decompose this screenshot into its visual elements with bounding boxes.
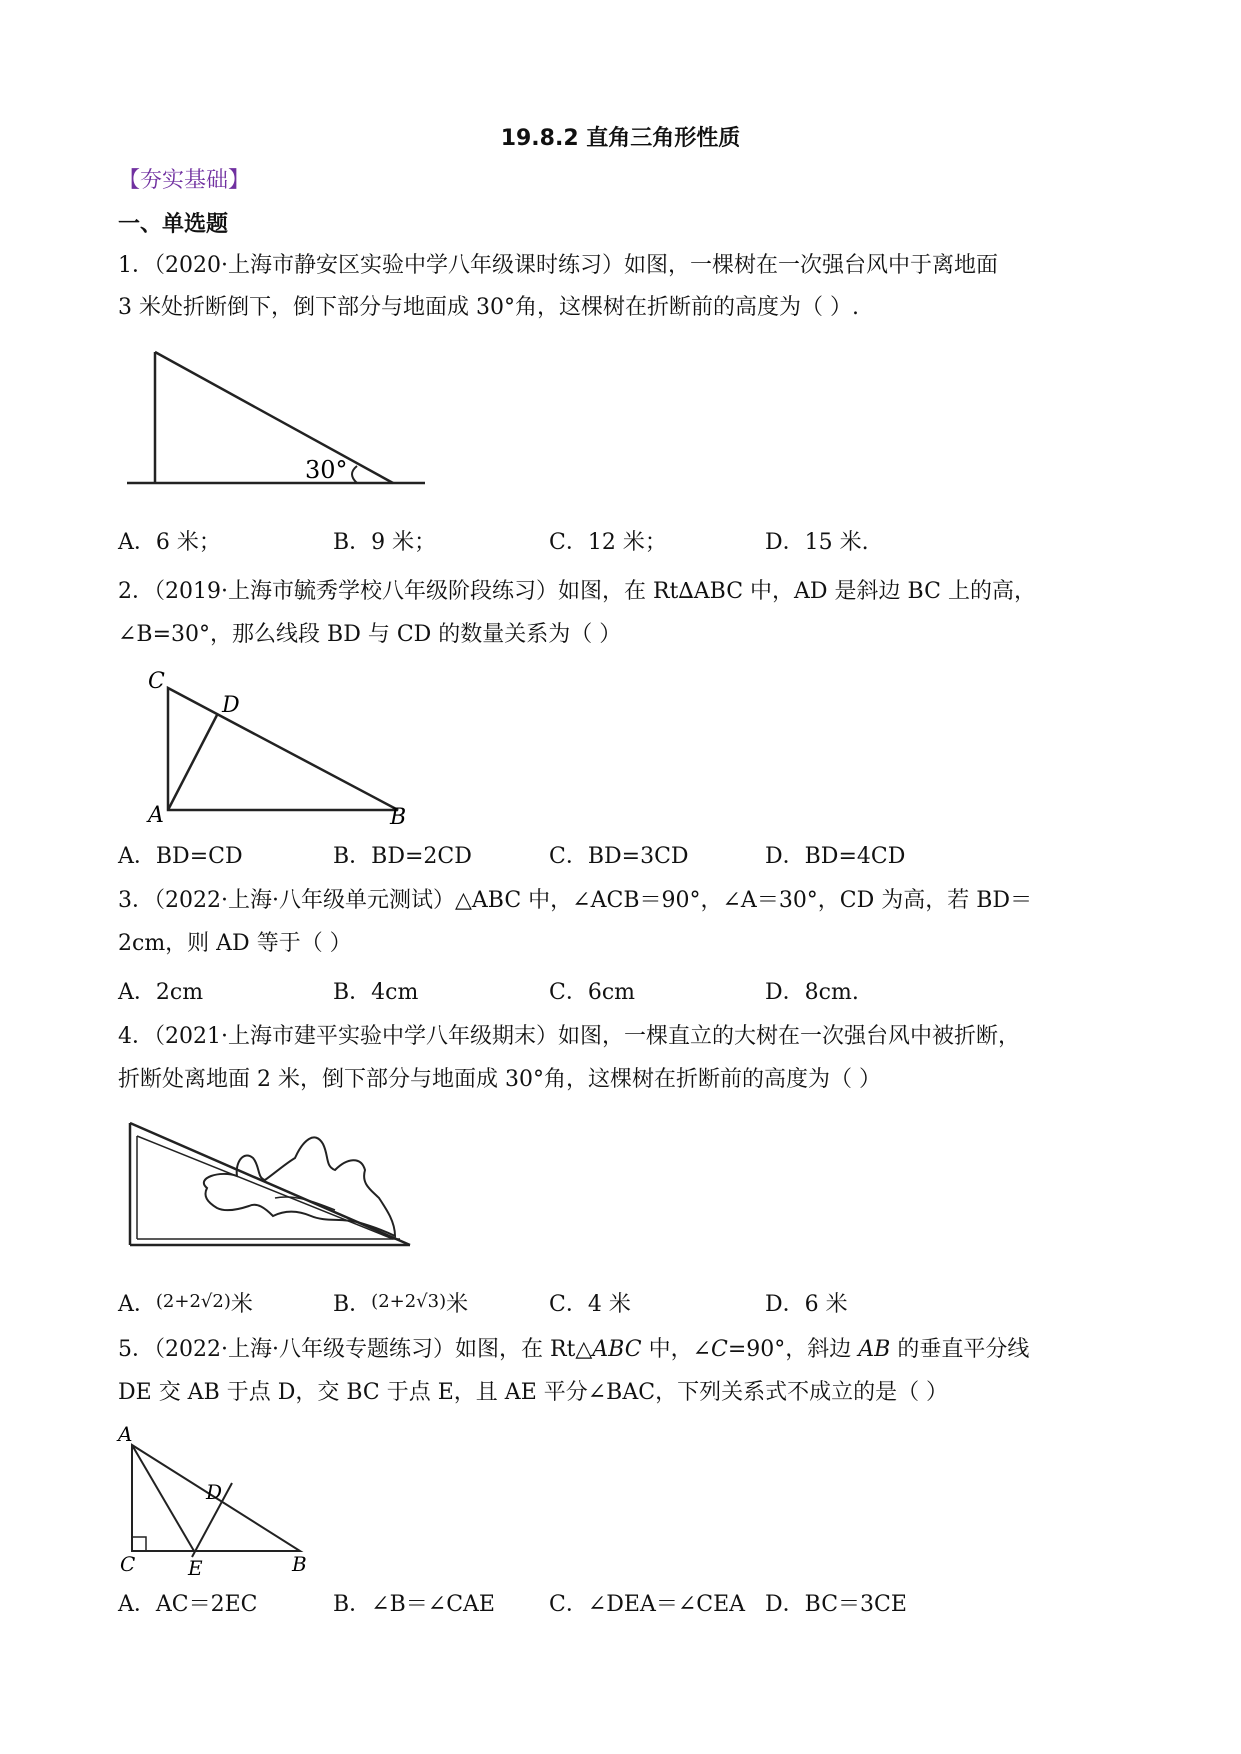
q4-tree-crown <box>204 1137 395 1236</box>
q5-segment-ae <box>132 1445 194 1551</box>
q5-option-b: B．∠B＝∠CAE <box>333 1592 495 1617</box>
q4-option-a <box>118 1290 253 1321</box>
q4-option-c-expr: 4 米 <box>587 1292 631 1317</box>
q1-angle-arc <box>352 466 357 483</box>
q5-line1-part-e: =90°，斜边 <box>727 1337 859 1362</box>
q2-label-c: C <box>148 669 165 694</box>
q5-label-c: C <box>120 1552 136 1576</box>
q1-angle-label: 30° <box>305 456 348 484</box>
q4-option-c <box>549 1290 631 1320</box>
q1-figure <box>125 348 435 493</box>
page-title: 19.8.2 直角三角形性质 <box>500 126 741 151</box>
q2-altitude-ad <box>168 715 217 810</box>
q2-text-line-2: ∠B=30°，那么线段 BD 与 CD 的数量关系为（ ） <box>118 622 622 647</box>
q3-text-line-1: 3．（2022·上海·八年级单元测试）△ABC 中，∠ACB＝90°，∠A＝30°，CD 为高，若 BD＝ <box>118 888 1033 913</box>
q5-line1-part-g: 的垂直平分线 <box>890 1337 1030 1362</box>
q4-option-d-letter: D． <box>765 1292 805 1317</box>
q5-option-d: D．BC＝3CE <box>765 1592 907 1617</box>
q3-option-a: A．2cm <box>118 980 204 1005</box>
q1-text-line-2: 3 米处折断倒下，倒下部分与地面成 30°角，这棵树在折断前的高度为（ ）. <box>118 295 859 320</box>
q5-line1-part-f: AB <box>858 1337 891 1362</box>
q4-option-a-letter: A． <box>118 1292 156 1317</box>
q5-line1-part-d: C <box>711 1337 728 1362</box>
q2-label-a: A <box>148 803 164 828</box>
q4-option-d-expr: 6 米 <box>804 1292 848 1317</box>
q3-option-c: C．6cm <box>549 980 636 1005</box>
q5-option-c: C．∠DEA＝∠CEA <box>549 1592 746 1617</box>
q4-option-d <box>765 1290 848 1320</box>
q4-option-b-unit: 米 <box>446 1292 469 1317</box>
q1-text-line-1: 1．（2020·上海市静安区实验中学八年级课时练习）如图，一棵树在一次强台风中于离地面 <box>118 253 998 278</box>
q5-line1-part-a: 5．（2022·上海·八年级专题练习）如图，在 Rt△ <box>118 1337 593 1362</box>
q4-figure <box>125 1118 425 1253</box>
q5-right-angle-mark <box>132 1537 146 1551</box>
q2-text-line-1: 2．（2019·上海市毓秀学校八年级阶段练习）如图，在 Rt∆ABC 中，AD 是斜边 BC 上的高， <box>118 579 1036 604</box>
q1-option-d: D．15 米. <box>765 530 869 555</box>
q4-option-b <box>333 1290 468 1321</box>
q4-fallen-outer <box>130 1123 410 1245</box>
q5-line1-part-c: 中，∠ <box>641 1337 712 1362</box>
q5-text-line-1 <box>118 1335 1029 1365</box>
q4-option-b-letter: B． <box>333 1292 372 1317</box>
q3-option-b: B．4cm <box>333 980 419 1005</box>
q2-option-c: C．BD=3CD <box>549 844 689 869</box>
q4-option-a-unit: 米 <box>230 1292 253 1317</box>
q1-option-c: C．12 米； <box>549 530 667 555</box>
q4-option-b-expr: (2+2√3) <box>371 1291 447 1312</box>
q5-label-e: E <box>188 1556 203 1580</box>
q2-figure <box>140 668 420 828</box>
q5-figure <box>112 1422 322 1580</box>
q2-triangle <box>168 688 398 810</box>
q1-option-a: A．6 米； <box>118 530 221 555</box>
q4-option-c-letter: C． <box>549 1292 588 1317</box>
q1-option-b: B．9 米； <box>333 530 437 555</box>
q5-option-a: A．AC＝2EC <box>118 1592 258 1617</box>
q5-line1-part-b: ABC <box>592 1337 642 1362</box>
q3-text-line-2: 2cm，则 AD 等于（ ） <box>118 931 352 956</box>
q3-option-d: D．8cm. <box>765 980 859 1005</box>
q5-label-d: D <box>206 1480 223 1504</box>
q4-option-a-expr: (2+2√2) <box>155 1291 231 1312</box>
q2-option-a: A．BD=CD <box>118 844 243 869</box>
part-heading: 一、单选题 <box>118 212 229 237</box>
q1-fallen-part <box>155 352 393 483</box>
q2-label-b: B <box>390 805 407 830</box>
q5-text-line-2: DE 交 AB 于点 D，交 BC 于点 E，且 AE 平分∠BAC，下列关系式不成立的是（ ） <box>118 1380 949 1405</box>
q2-option-d: D．BD=4CD <box>765 844 906 869</box>
q2-label-d: D <box>222 693 240 718</box>
q5-label-b: B <box>292 1552 307 1576</box>
q2-option-b: B．BD=2CD <box>333 844 472 869</box>
q4-text-line-2: 折断处离地面 2 米，倒下部分与地面成 30°角，这棵树在折断前的高度为（ ） <box>118 1067 881 1092</box>
section-label: 【夯实基础】 <box>118 168 251 193</box>
q4-fallen-inner <box>137 1136 393 1239</box>
q4-text-line-1: 4．（2021·上海市建平实验中学八年级期末）如图，一棵直立的大树在一次强台风中被折断， <box>118 1024 1020 1049</box>
q5-label-a: A <box>118 1422 133 1446</box>
